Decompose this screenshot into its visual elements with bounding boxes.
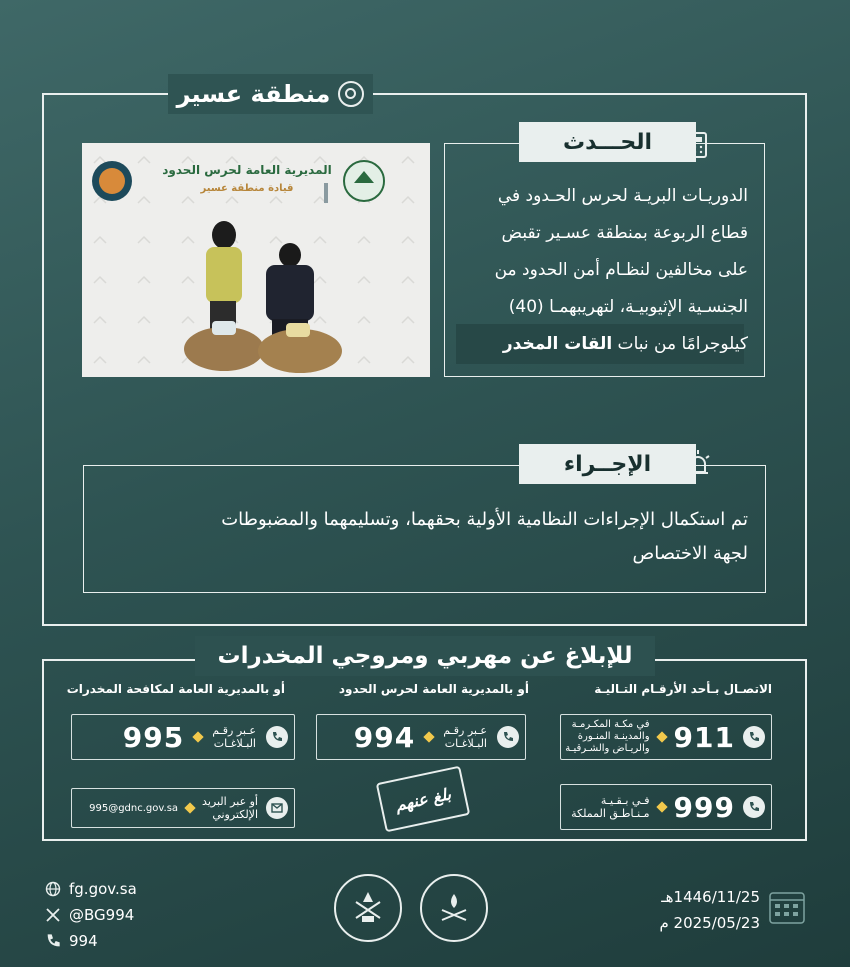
diamond-icon — [656, 801, 667, 812]
desc-line: مـنـاطـق المملكة — [571, 807, 650, 820]
desc-line: البـلاغـات — [444, 737, 487, 750]
calendar-icon — [768, 888, 808, 928]
diamond-icon — [424, 731, 435, 742]
action-label — [519, 444, 696, 484]
card-email[interactable] — [71, 788, 295, 828]
event-label — [519, 122, 696, 162]
desc-999 — [571, 794, 649, 820]
action-line: لجهة الاختصاص — [632, 543, 748, 564]
event-line: الدوريـات البريـة لحرس الحـدود في — [497, 186, 748, 206]
alarm-light-icon — [680, 444, 716, 482]
event-label-text: الحـــدث — [562, 129, 653, 155]
website[interactable]: fg.gov.sa — [69, 880, 137, 898]
col1-head: الاتصـال بـأحد الأرقـام التـاليـة — [594, 682, 772, 696]
number-999[interactable]: 999 — [673, 790, 735, 824]
phone-icon — [743, 726, 765, 748]
desc-995 — [212, 724, 256, 750]
email-address[interactable]: 995@gdnc.gov.sa — [89, 802, 179, 814]
desc-line: في مكـة المكـرمـة — [571, 719, 650, 730]
desc-911 — [565, 719, 649, 755]
desc-line: والريـاض والشـرقيـة — [565, 743, 650, 754]
col3-head: أو بالمديرية العامة لمكافحة المخدرات — [66, 682, 285, 696]
footer-contacts — [45, 876, 137, 954]
photo-illustration — [82, 143, 430, 377]
desc-994 — [443, 724, 487, 750]
website-row[interactable] — [45, 876, 137, 902]
card-995[interactable] — [71, 714, 295, 760]
stamp-text: بلغ عنهم — [393, 783, 453, 815]
action-text — [98, 503, 748, 571]
desc-line: البـلاغـات — [213, 737, 256, 750]
number-995[interactable]: 995 — [122, 720, 185, 754]
desc-line: الإلكتروني — [212, 808, 258, 821]
desc-line: أو عبر البريد — [202, 795, 258, 808]
event-line: على مخالفين لنظـام أمن الحدود من — [494, 260, 748, 280]
event-line: قطاع الربوعة بمنطقة عسـير تقبض — [501, 223, 748, 243]
diamond-icon — [656, 731, 667, 742]
number-994[interactable]: 994 — [353, 720, 416, 754]
event-line: الجنسـية الإثيوبيـة، لتهريبهمـا (40) — [508, 297, 748, 317]
twitter-handle[interactable]: @BG994 — [69, 906, 135, 924]
phone-row[interactable] — [45, 928, 137, 954]
report-title: للإبلاغ عن مهربي ومروجي المخدرات — [217, 643, 633, 669]
desc-email — [202, 795, 258, 821]
date-hijri: 1446/11/25هـ — [661, 888, 760, 906]
event-photo — [82, 143, 430, 377]
mail-icon — [266, 797, 288, 819]
card-999[interactable] — [560, 784, 772, 830]
action-line: تم استكمال الإجراءات النظامية الأولية بحقهما، وتسليمهما والمضبوطات — [221, 509, 748, 530]
phone-icon — [45, 933, 61, 949]
event-text — [456, 178, 748, 363]
report-title-bar — [195, 636, 655, 676]
card-994[interactable] — [316, 714, 526, 760]
date-gregorian: 2025/05/23 م — [659, 914, 760, 932]
desc-line: فـي بـقـيـة — [600, 794, 650, 807]
radio-icon — [680, 123, 716, 161]
phone-icon — [497, 726, 519, 748]
event-line-bold: القات المخدر — [502, 334, 613, 354]
action-label-text: الإجــراء — [563, 451, 652, 477]
event-line-prefix: كيلوجرامًا من نبات — [612, 334, 748, 354]
twitter-row[interactable] — [45, 902, 137, 928]
phone-icon — [266, 726, 288, 748]
globe-icon — [45, 881, 61, 897]
card-911[interactable] — [560, 714, 772, 760]
footer-dates — [600, 884, 760, 936]
region-title: منطقة عسير — [176, 80, 331, 108]
phone-icon — [743, 796, 765, 818]
photo-org-sub: قيادة منطقة عسير — [200, 183, 294, 194]
event-line-last — [456, 326, 748, 363]
col2-head: أو بالمديرية العامة لحرس الحدود — [338, 682, 529, 696]
diamond-icon — [193, 731, 204, 742]
region-title-bar — [168, 74, 373, 114]
number-911[interactable]: 911 — [673, 720, 735, 754]
desc-line: عـبر رقـم — [212, 724, 256, 737]
photo-org-name: المديرية العامة لحرس الحدود — [162, 163, 332, 177]
magnifier-map-icon — [338, 81, 364, 107]
desc-line: والمدينـة المنـورة — [577, 731, 650, 742]
emblem-right — [420, 874, 488, 942]
footer-phone[interactable]: 994 — [69, 932, 98, 950]
x-icon — [45, 907, 61, 923]
emblem-left — [334, 874, 402, 942]
desc-line: عـبر رقـم — [443, 724, 487, 737]
diamond-icon — [184, 802, 195, 813]
